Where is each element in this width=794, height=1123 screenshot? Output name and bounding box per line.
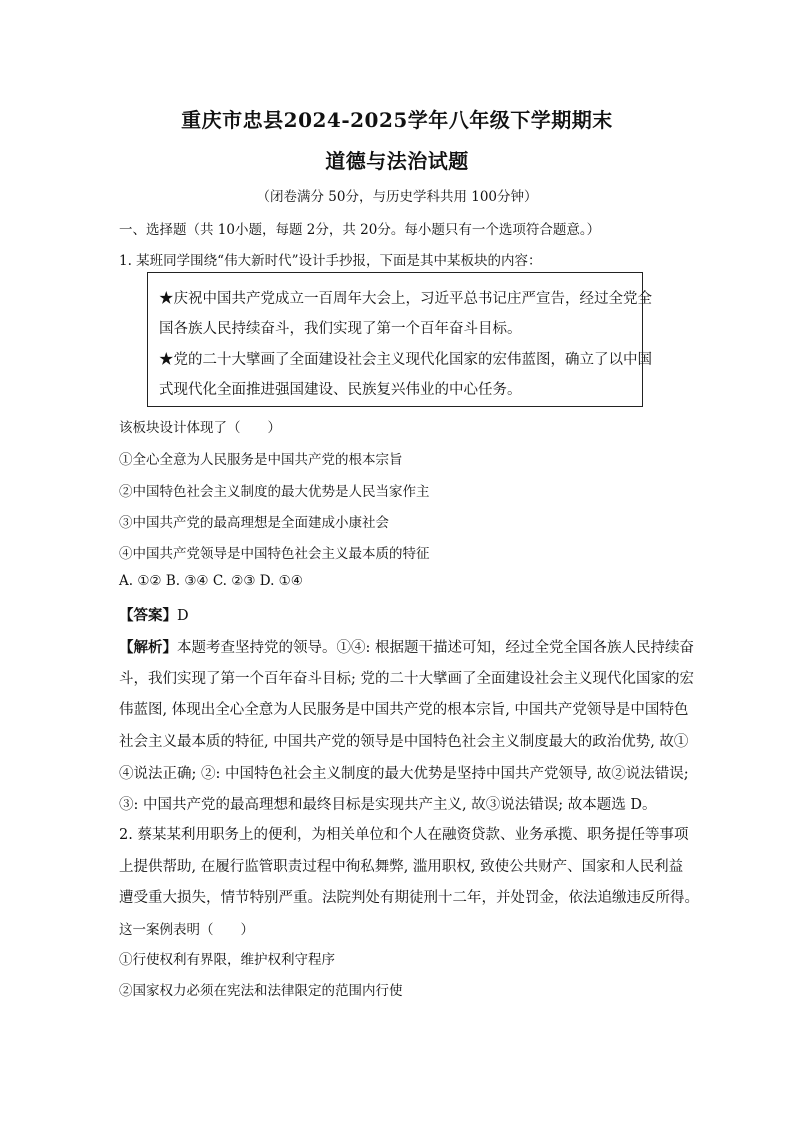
q1-answer bbox=[119, 604, 189, 625]
q2-stem-line: 遭受重大损失，情节特别严重。法院判处有期徒刑十二年，并处罚金，依法追缴违反所得。 bbox=[119, 890, 699, 906]
q1-quote-box bbox=[147, 272, 652, 407]
q1-analysis-line: ④说法正确; ②: 中国特色社会主义制度的最大优势是坚持中国共产党领导, 故②说法错误; bbox=[119, 766, 689, 782]
q2-stem-line: 2. 蔡某某利用职务上的便利，为相关单位和个人在融资贷款、业务承揽、职务提任等事项 bbox=[119, 827, 689, 843]
q1-choices: A. ①② B. ③④ C. ②③ D. ①④ bbox=[119, 573, 303, 589]
q1-analysis-line: 斗，我们实现了第一个百年奋斗目标; 党的二十大擘画了全面建设社会主义现代化国家的宏 bbox=[119, 671, 694, 687]
q1-option: ④中国共产党领导是中国特色社会主义最本质的特征 bbox=[119, 546, 430, 562]
q1-option: ②中国特色社会主义制度的最大优势是人民当家作主 bbox=[119, 484, 430, 500]
exam-title: 重庆市忠县2024-2025学年八年级下学期期末 bbox=[181, 108, 613, 132]
exam-subject-title: 道德与法治试题 bbox=[325, 149, 469, 173]
q2-prompt: 这一案例表明（ ） bbox=[119, 922, 254, 938]
q1-analysis-line: ③: 中国共产党的最高理想和最终目标是实现共产主义, 故③说法错误; 故本题选 D。 bbox=[119, 797, 657, 813]
section-heading: 一、选择题（共 10小题，每题 2分，共 20分。每小题只有一个选项符合题意。） bbox=[119, 222, 601, 238]
q1-analysis-line: 伟蓝图, 体现出全心全意为人民服务是中国共产党的根本宗旨, 中国共产党领导是中国特色 bbox=[119, 702, 689, 718]
q1-box-line: 式现代化全面推进强国建设、民族复兴伟业的中心任务。 bbox=[159, 382, 522, 398]
analysis-text: 本题考查坚持党的领导。①④: 根据题干描述可知，经过全党全国各族人民持续奋 bbox=[177, 640, 694, 656]
q2-option: ①行使权利有界限，维护权利守程序 bbox=[119, 952, 335, 968]
analysis-label: 【解析】 bbox=[119, 639, 177, 656]
q1-stem: 1. 某班同学围绕“伟大新时代”设计手抄报，下面是其中某板块的内容： bbox=[119, 253, 542, 269]
answer-label: 【答案】 bbox=[119, 607, 177, 624]
q1-option: ③中国共产党的最高理想是全面建成小康社会 bbox=[119, 515, 389, 531]
q2-option: ②国家权力必须在宪法和法律限定的范围内行使 bbox=[119, 983, 403, 999]
answer-value: D bbox=[177, 608, 189, 624]
q1-analysis-line bbox=[119, 636, 694, 657]
q1-option: ①全心全意为人民服务是中国共产党的根本宗旨 bbox=[119, 452, 403, 468]
q1-box-line: ★党的二十大擘画了全面建设社会主义现代化国家的宏伟蓝图，确立了以中国 bbox=[159, 352, 652, 368]
q1-box-line: 国各族人民持续奋斗，我们实现了第一个百年奋斗目标。 bbox=[159, 321, 522, 337]
q1-box-line: ★庆祝中国共产党成立一百周年大会上，习近平总书记庄严宣告，经过全党全 bbox=[159, 291, 652, 307]
q1-analysis-line: 社会主义最本质的特征, 中国共产党的领导是中国特色社会主义制度最大的政治优势, 故① bbox=[119, 734, 689, 750]
exam-subtitle: （闭卷满分 50分，与历史学科共用 100分钟） bbox=[256, 189, 538, 205]
q1-prompt: 该板块设计体现了（ ） bbox=[119, 420, 281, 436]
q2-stem-line: 上提供帮助, 在履行监管职责过程中徇私舞弊, 滥用职权, 致使公共财产、国家和人民利益 bbox=[119, 859, 684, 875]
